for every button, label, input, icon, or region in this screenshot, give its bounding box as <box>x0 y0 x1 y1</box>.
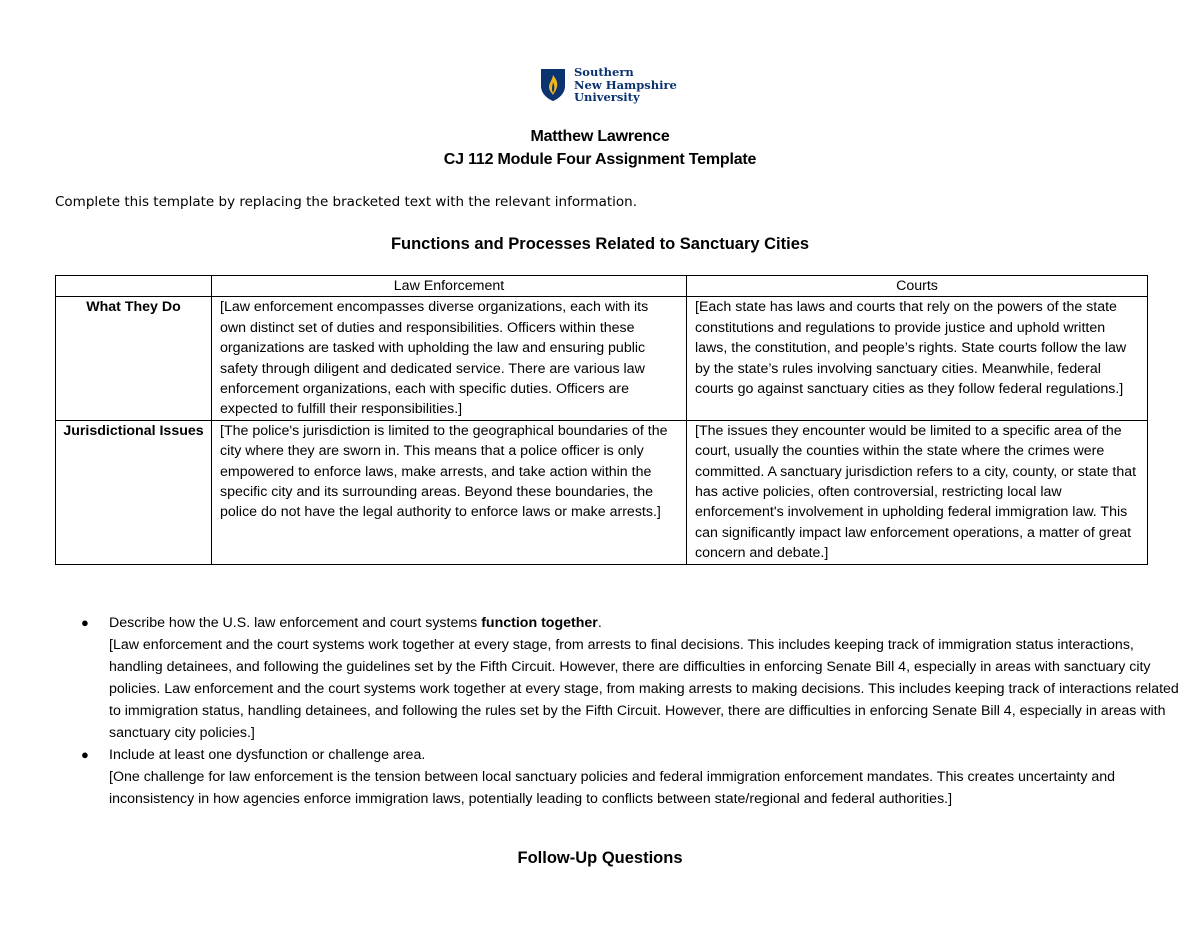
prompt-text: Include at least one dysfunction or challenge area. <box>109 747 426 763</box>
cell-courts-what-they-do: [Each state has laws and courts that rely on the powers of the state constitutions and regulations to provide justice and uphold written laws, the constitution, and people’s rights. State courts follow the law by the state’s rules involving sanctuary cities. Meanwhile, federal courts go against sanctuary cities as they follow federal regulations.] <box>687 297 1148 420</box>
student-name: Matthew Lawrence <box>530 128 670 145</box>
bullet-answer: [Law enforcement and the court systems work together at every stage, from arrests to final decisions. This includes keeping track of immigration status interactions, handling detainees, and following the guidelines set by the Fifth Circuit. However, there are difficulties in enforcing Senate Bill 4, especially in areas with sanctuary city policies. Law enforcement and the court systems work together at every stage, from making arrests to making decisions. This includes keeping track of interactions related to immigration status, handling detainees, and following the rules set by the Fifth Circuit. However, there are difficulties in enforcing Senate Bill 4, especially in areas with sanctuary city policies.] <box>109 637 1179 741</box>
logo-line-3: University <box>574 90 640 104</box>
logo-line-2: New Hampshire <box>574 77 677 92</box>
table-row <box>56 297 1148 420</box>
table-header-empty <box>56 276 212 297</box>
cell-courts-jurisdictional: [The issues they encounter would be limited to a specific area of the court, usually the counties within the state where the crimes were committed. A sanctuary jurisdiction refers to a city, county, or state that has active policies, often controversial, restricting local law enforcement's involvement in upholding federal immigration law. This can significantly impact law enforcement operations, a matter of great concern and debate.] <box>687 420 1148 564</box>
cell-law-what-they-do: [Law enforcement encompasses diverse organizations, each with its own distinct set of duties and responsibilities. Officers within these organizations are tasked with upholding the law and ensuring public safety through diligent and dedicated service. There are various law enforcement organizations, each with specific duties. Officers are expected to fulfill their responsibilities.] <box>212 297 687 420</box>
table-row <box>56 420 1148 564</box>
prompt-bold-text: function together <box>481 615 598 631</box>
row-label-jurisdictional-issues: Jurisdictional Issues <box>56 420 212 564</box>
cell-law-jurisdictional: [The police's jurisdiction is limited to the geographical boundaries of the city where they are sworn in. This means that a police officer is only empowered to enforce laws, make arrests, and take action within the specific city and its surrounding areas. Beyond these boundaries, the police do not have the legal authority to enforce laws or make arrests.] <box>212 420 687 564</box>
assignment-title: CJ 112 Module Four Assignment Template <box>443 151 757 168</box>
sanctuary-cities-table <box>55 275 1148 565</box>
bullet-prompt <box>109 744 1189 766</box>
row-label-what-they-do: What They Do <box>56 297 212 420</box>
table-header-courts: Courts <box>687 276 1148 297</box>
logo-line-1: Southern <box>574 65 634 79</box>
snhu-logo <box>540 66 677 104</box>
shield-flame-icon <box>540 68 566 102</box>
bullet-answer: [One challenge for law enforcement is the tension between local sanctuary policies and federal immigration enforcement mandates. This creates uncertainty and inconsistency in how agencies enforce immigration laws, potentially leading to conflicts between state/regional and federal authorities.] <box>109 769 1116 807</box>
bullet-dot-icon: ● <box>81 747 89 762</box>
bullet-dot-icon: ● <box>81 615 89 630</box>
bullet-prompt <box>109 612 1189 634</box>
list-item <box>81 612 1189 744</box>
bullet-list <box>80 612 1189 810</box>
prompt-text: Describe how the U.S. law enforcement and court systems <box>109 615 482 631</box>
section-title-follow-up: Follow-Up Questions <box>517 849 683 867</box>
table-header-law-enforcement: Law Enforcement <box>212 276 687 297</box>
section-title-functions: Functions and Processes Related to Sanctuary Cities <box>390 235 810 253</box>
prompt-text-end: . <box>597 615 602 631</box>
table-header-row <box>56 276 1148 297</box>
list-item <box>81 744 1189 810</box>
instruction-text: Complete this template by replacing the bracketed text with the relevant information. <box>55 194 638 210</box>
